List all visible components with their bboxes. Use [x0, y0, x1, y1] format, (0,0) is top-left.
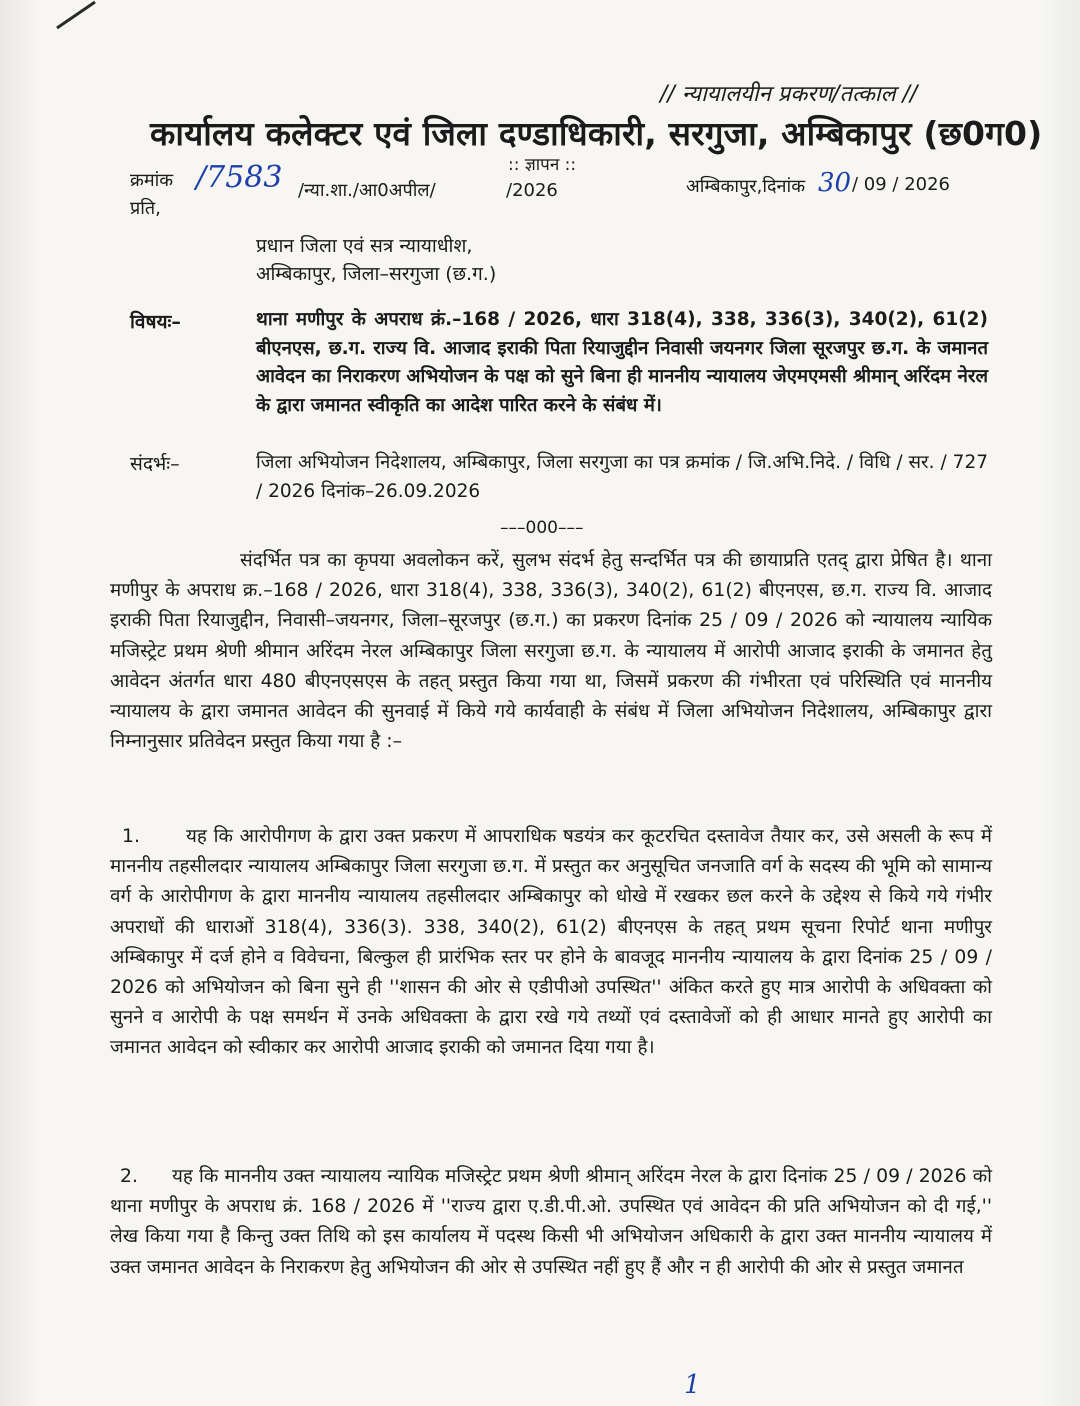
office-title: कार्यालय कलेक्टर एवं जिला दण्डाधिकारी, सरगुजा, अम्बिकापुर (छ0ग0) [150, 114, 1043, 153]
subject-text: थाना मणीपुर के अपराध क्रं.–168 / 2026, धारा 318(4), 338, 336(3), 340(2), 61(2) बीएनएस, छ.ग. राज्य वि. आजाद इराकी पिता रियाजुद्दीन निवासी जयनगर जिला सूरजपुर छ.ग. के जमानत आवेदन का निराकरण अभियोजन के पक्ष को सुने बिना ही माननीय न्यायालय जेएमएमसी श्रीमान् अरिंदम नेरल के द्वारा जमानत स्वीकृति का आदेश पारित करने के संबंध में। [256, 309, 988, 416]
date-label: अम्बिकापुर,दिनांक [686, 176, 806, 197]
memo-label: :: ज्ञापन :: [508, 155, 577, 175]
intro-paragraph: संदर्भित पत्र का कृपया अवलोकन करें, सुलभ संदर्भ हेतु सन्दर्भित पत्र की छायाप्रति एतद् द्वारा प्रेषित है। थाना मणीपुर के अपराध क्र.–168 / 2026, धारा 318(4), 338, 336(3), 340(2), 61(2) बीएनएस, छ.ग. राज्य वि. आजाद इराकी पिता रियाजुद्दीन, निवासी–जयनगर, जिला–सूरजपुर (छ.ग.) का प्रकरण दिनांक 25 / 09 / 2026 को न्यायालय न्यायिक मजिस्ट्रेट प्रथम श्रेणी श्रीमान अरिंदम नेरल अम्बिकापुर जिला सरगुजा छ.ग. के न्यायालय में आरोपी आजाद इराकी के जमानत हेतु आवेदन अंतर्गत धारा 480 बीएनएसएस के तहत् प्रस्तुत किया गया था, जिसमें प्रकरण की गंभीरता एवं परिस्थिति एवं माननीय न्यायालय के द्वारा जमानत आवेदन की सुनवाई में किये गये कार्यवाही के संबंध में जिला अभियोजन निदेशालय, अम्बिकापुर द्वारा निम्नानुसार प्रतिवेदन प्रस्तुत किया गया है :– [110, 550, 992, 753]
section-divider: –––000––– [500, 518, 584, 538]
paragraph-2-text: यह कि माननीय उक्त न्यायालय न्यायिक मजिस्ट्रेट प्रथम श्रेणी श्रीमान् अरिंदम नेरल के द्वारा दिनांक 25 / 09 / 2026 को थाना मणीपुर के अपराध क्रं. 168 / 2026 में ''राज्य द्वारा ए.डी.पी.ओ. उपस्थित एवं आवेदन की प्रति अभियोजन को दी गई,'' लेख किया गया है किन्तु उक्त तिथि को इस कार्यालय में पदस्थ किसी भी अभियोजन अधिकारी के द्वारा उक्त माननीय न्यायालय में उक्त जमानत आवेदन के निराकरण हेतु अभियोजन की ओर से उपस्थित नहीं हुए हैं और न ही आरोपी की ओर से प्रस्तुत जमानत [110, 1166, 992, 1278]
reference-code: /न्या.शा./आ0अपील/ [298, 180, 436, 201]
recipient-line-1: प्रधान जिला एवं सत्र न्यायाधीश, [256, 235, 473, 257]
reference-year: /2026 [506, 180, 558, 201]
paragraph-2: 2. यह कि माननीय उक्त न्यायालय न्यायिक मजिस्ट्रेट प्रथम श्रेणी श्रीमान् अरिंदम नेरल के द्वारा दिनांक 25 / 09 / 2026 को थाना मणीपुर के अपराध क्रं. 168 / 2026 में ''राज्य द्वारा ए.डी.पी.ओ. उपस्थित एवं आवेदन की प्रति अभियोजन को दी गई,'' लेख किया गया है किन्तु उक्त तिथि को इस कार्यालय में पदस्थ किसी भी अभियोजन अधिकारी के द्वारा उक्त माननीय न्यायालय में उक्त जमानत आवेदन के निराकरण हेतु अभियोजन की ओर से उपस्थित नहीं हुए हैं और न ही आरोपी की ओर से प्रस्तुत जमानत [110, 1166, 992, 1278]
reference-letter-label: संदर्भः– [130, 453, 180, 475]
pen-stroke-mark [55, 0, 97, 30]
page-number-handwritten: 1 [684, 1370, 701, 1400]
subject-label: विषयः– [130, 311, 181, 333]
reference-label: क्रमांक [130, 170, 174, 191]
prati-label: प्रति, [130, 198, 161, 219]
paragraph-1: 1. यह कि आरोपीगण के द्वारा उक्त प्रकरण में आपराधिक षडयंत्र कर कूटरचित दस्तावेज तैयार कर, उसे असली के रूप में माननीय तहसीलदार न्यायालय अम्बिकापुर जिला सरगुजा छ.ग. में प्रस्तुत कर अनुसूचित जनजाति वर्ग के सदस्य की भूमि को सामान्य वर्ग के आरोपीगण के द्वारा माननीय न्यायालय तहसीलदार अम्बिकापुर को धोखे में रखकर छल करने के उद्देश्य से किये गये गंभीर अपराधों की धाराओं 318(4), 336(3). 338, 340(2), 61(2) बीएनएस के तहत् प्रथम सूचना रिपोर्ट थाना मणीपुर अम्बिकापुर में दर्ज होने व विवेचना, बिल्कुल ही प्रारंभिक स्तर पर होने के बावजूद माननीय न्यायालय के द्वारा दिनांक 25 / 09 / 2026 को अभियोजन को बिना सुने ही ''शासन की ओर से एडीपीओ उपस्थित'' अंकित करते हुए मात्र आरोपी के अधिवक्ता को सुनने व आरोपी के पक्ष समर्थन में उनके अधिवक्ता के द्वारा रखे गये तथ्यों एवं दस्तावेजों को ही आधार मानते हुए आरोपी का जमानत आवेदन को स्वीकार कर आरोपी आजाद इराकी को जमानत दिया गया है। [110, 826, 992, 1059]
date-month-year: / 09 / 2026 [852, 174, 951, 195]
paragraph-1-text: यह कि आरोपीगण के द्वारा उक्त प्रकरण में आपराधिक षडयंत्र कर कूटरचित दस्तावेज तैयार कर, उसे असली के रूप में माननीय तहसीलदार न्यायालय अम्बिकापुर जिला सरगुजा छ.ग. में प्रस्तुत कर अनुसूचित जनजाति वर्ग के सदस्य की भूमि को सामान्य वर्ग के आरोपीगण के द्वारा माननीय न्यायालय तहसीलदार अम्बिकापुर को धोखे में रखकर छल करने के उद्देश्य से किये गये गंभीर अपराधों की धाराओं 318(4), 336(3). 338, 340(2), 61(2) बीएनएस के तहत् प्रथम सूचना रिपोर्ट थाना मणीपुर अम्बिकापुर में दर्ज होने व विवेचना, बिल्कुल ही प्रारंभिक स्तर पर होने के बावजूद माननीय न्यायालय के द्वारा दिनांक 25 / 09 / 2026 को अभियोजन को बिना सुने ही ''शासन की ओर से एडीपीओ उपस्थित'' अंकित करते हुए मात्र आरोपी के अधिवक्ता को सुनने व आरोपी के पक्ष समर्थन में उनके अधिवक्ता के द्वारा रखे गये तथ्यों एवं दस्तावेजों को ही आधार मानते हुए आरोपी का जमानत आवेदन को स्वीकार कर आरोपी आजाद इराकी को जमानत दिया गया है। [110, 826, 992, 1059]
reference-letter-text: जिला अभियोजन निदेशालय, अम्बिकापुर, जिला सरगुजा का पत्र क्रमांक / जि.अभि.निदे. / विधि / सर. / 727 / 2026 दिनांक–26.09.2026 [256, 452, 988, 502]
recipient-line-2: अम्बिकापुर, जिला–सरगुजा (छ.ग.) [256, 263, 497, 285]
reference-number-handwritten: /7583 [196, 160, 283, 195]
urgent-court-case-tag: // न्यायालयीन प्रकरण/तत्काल // [660, 82, 918, 107]
date-day-handwritten: 30 [818, 168, 852, 198]
